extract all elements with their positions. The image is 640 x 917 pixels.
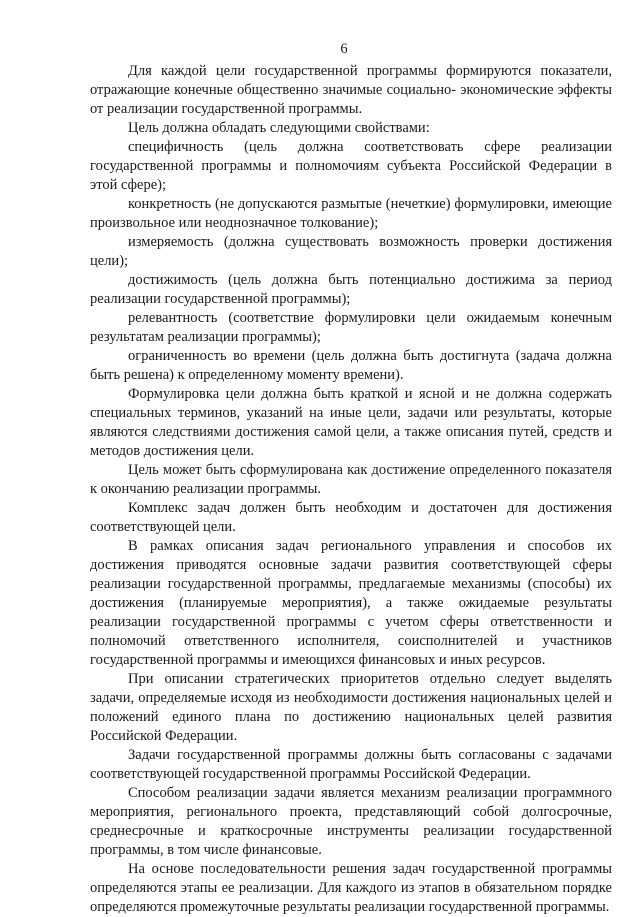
paragraph: Задачи государственной программы должны быть согласованы с задачами соответствующей государственной программы Российской Федерации.: [90, 747, 612, 782]
paragraph: релевантность (соответствие формулировки цели ожидаемым конечным результатам реализации программы);: [90, 310, 612, 345]
paragraph: При описании стратегических приоритетов отдельно следует выделять задачи, определяемые исходя из необходимости достижения национальных целей и положений единого плана по достижению национальных целей развития Российской Федерации.: [90, 671, 612, 744]
paragraph: На основе последовательности решения задач государственной программы определяются этапы ее реализации. Для каждого из этапов в обязательном порядке определяются промежуточные результаты реализации государственной программы.: [90, 861, 612, 915]
page-number: 6: [340, 41, 348, 57]
paragraph: конкретность (не допускаются размытые (нечеткие) формулировки, имеющие произвольное или неоднозначное толкование);: [90, 196, 612, 231]
paragraph: достижимость (цель должна быть потенциально достижима за период реализации государственной программы);: [90, 272, 612, 307]
paragraph: Цель должна обладать следующими свойствами:: [128, 120, 430, 136]
paragraph: специфичность (цель должна соответствовать сфере реализации государственной программы и полномочиям субъекта Российской Федерации в этой сфере);: [90, 139, 612, 193]
paragraph: Цель может быть сформулирована как достижение определенного показателя к окончанию реализации программы.: [90, 462, 612, 497]
paragraph: Способом реализации задачи является механизм реализации программного мероприятия, регионального проекта, представляющий собой долгосрочные, среднесрочные и краткосрочные инструменты реализации государственной программы, в том числе финансовые.: [90, 785, 612, 858]
paragraph: Для каждой цели государственной программы формируются показатели, отражающие конечные общественно значимые социально- экономические эффекты от реализации государственной программы.: [90, 63, 612, 117]
paragraph: Комплекс задач должен быть необходим и достаточен для достижения соответствующей цели.: [90, 500, 612, 535]
paragraph: В рамках описания задач регионального управления и способов их достижения приводятся основные задачи развития соответствующей сферы реализации государственной программы, предлагаемые механизмы (способы) их достижения (планируемые мероприятия), а также ожидаемые результаты реализации государственной программы с учетом сферы ответственности и полномочий ответственного исполнителя, соисполнителей и участников государственной программы и имеющихся финансовых и иных ресурсов.: [90, 538, 612, 668]
paragraph: измеряемость (должна существовать возможность проверки достижения цели);: [90, 234, 612, 269]
document-page: [90, 40, 612, 917]
paragraph: Формулировка цели должна быть краткой и ясной и не должна содержать специальных терминов, указаний на иные цели, задачи или результаты, которые являются следствиями достижения самой цели, а также описания путей, средств и методов достижения цели.: [90, 386, 612, 459]
paragraph: ограниченность во времени (цель должна быть достигнута (задача должна быть решена) к определенному моменту времени).: [90, 348, 612, 383]
